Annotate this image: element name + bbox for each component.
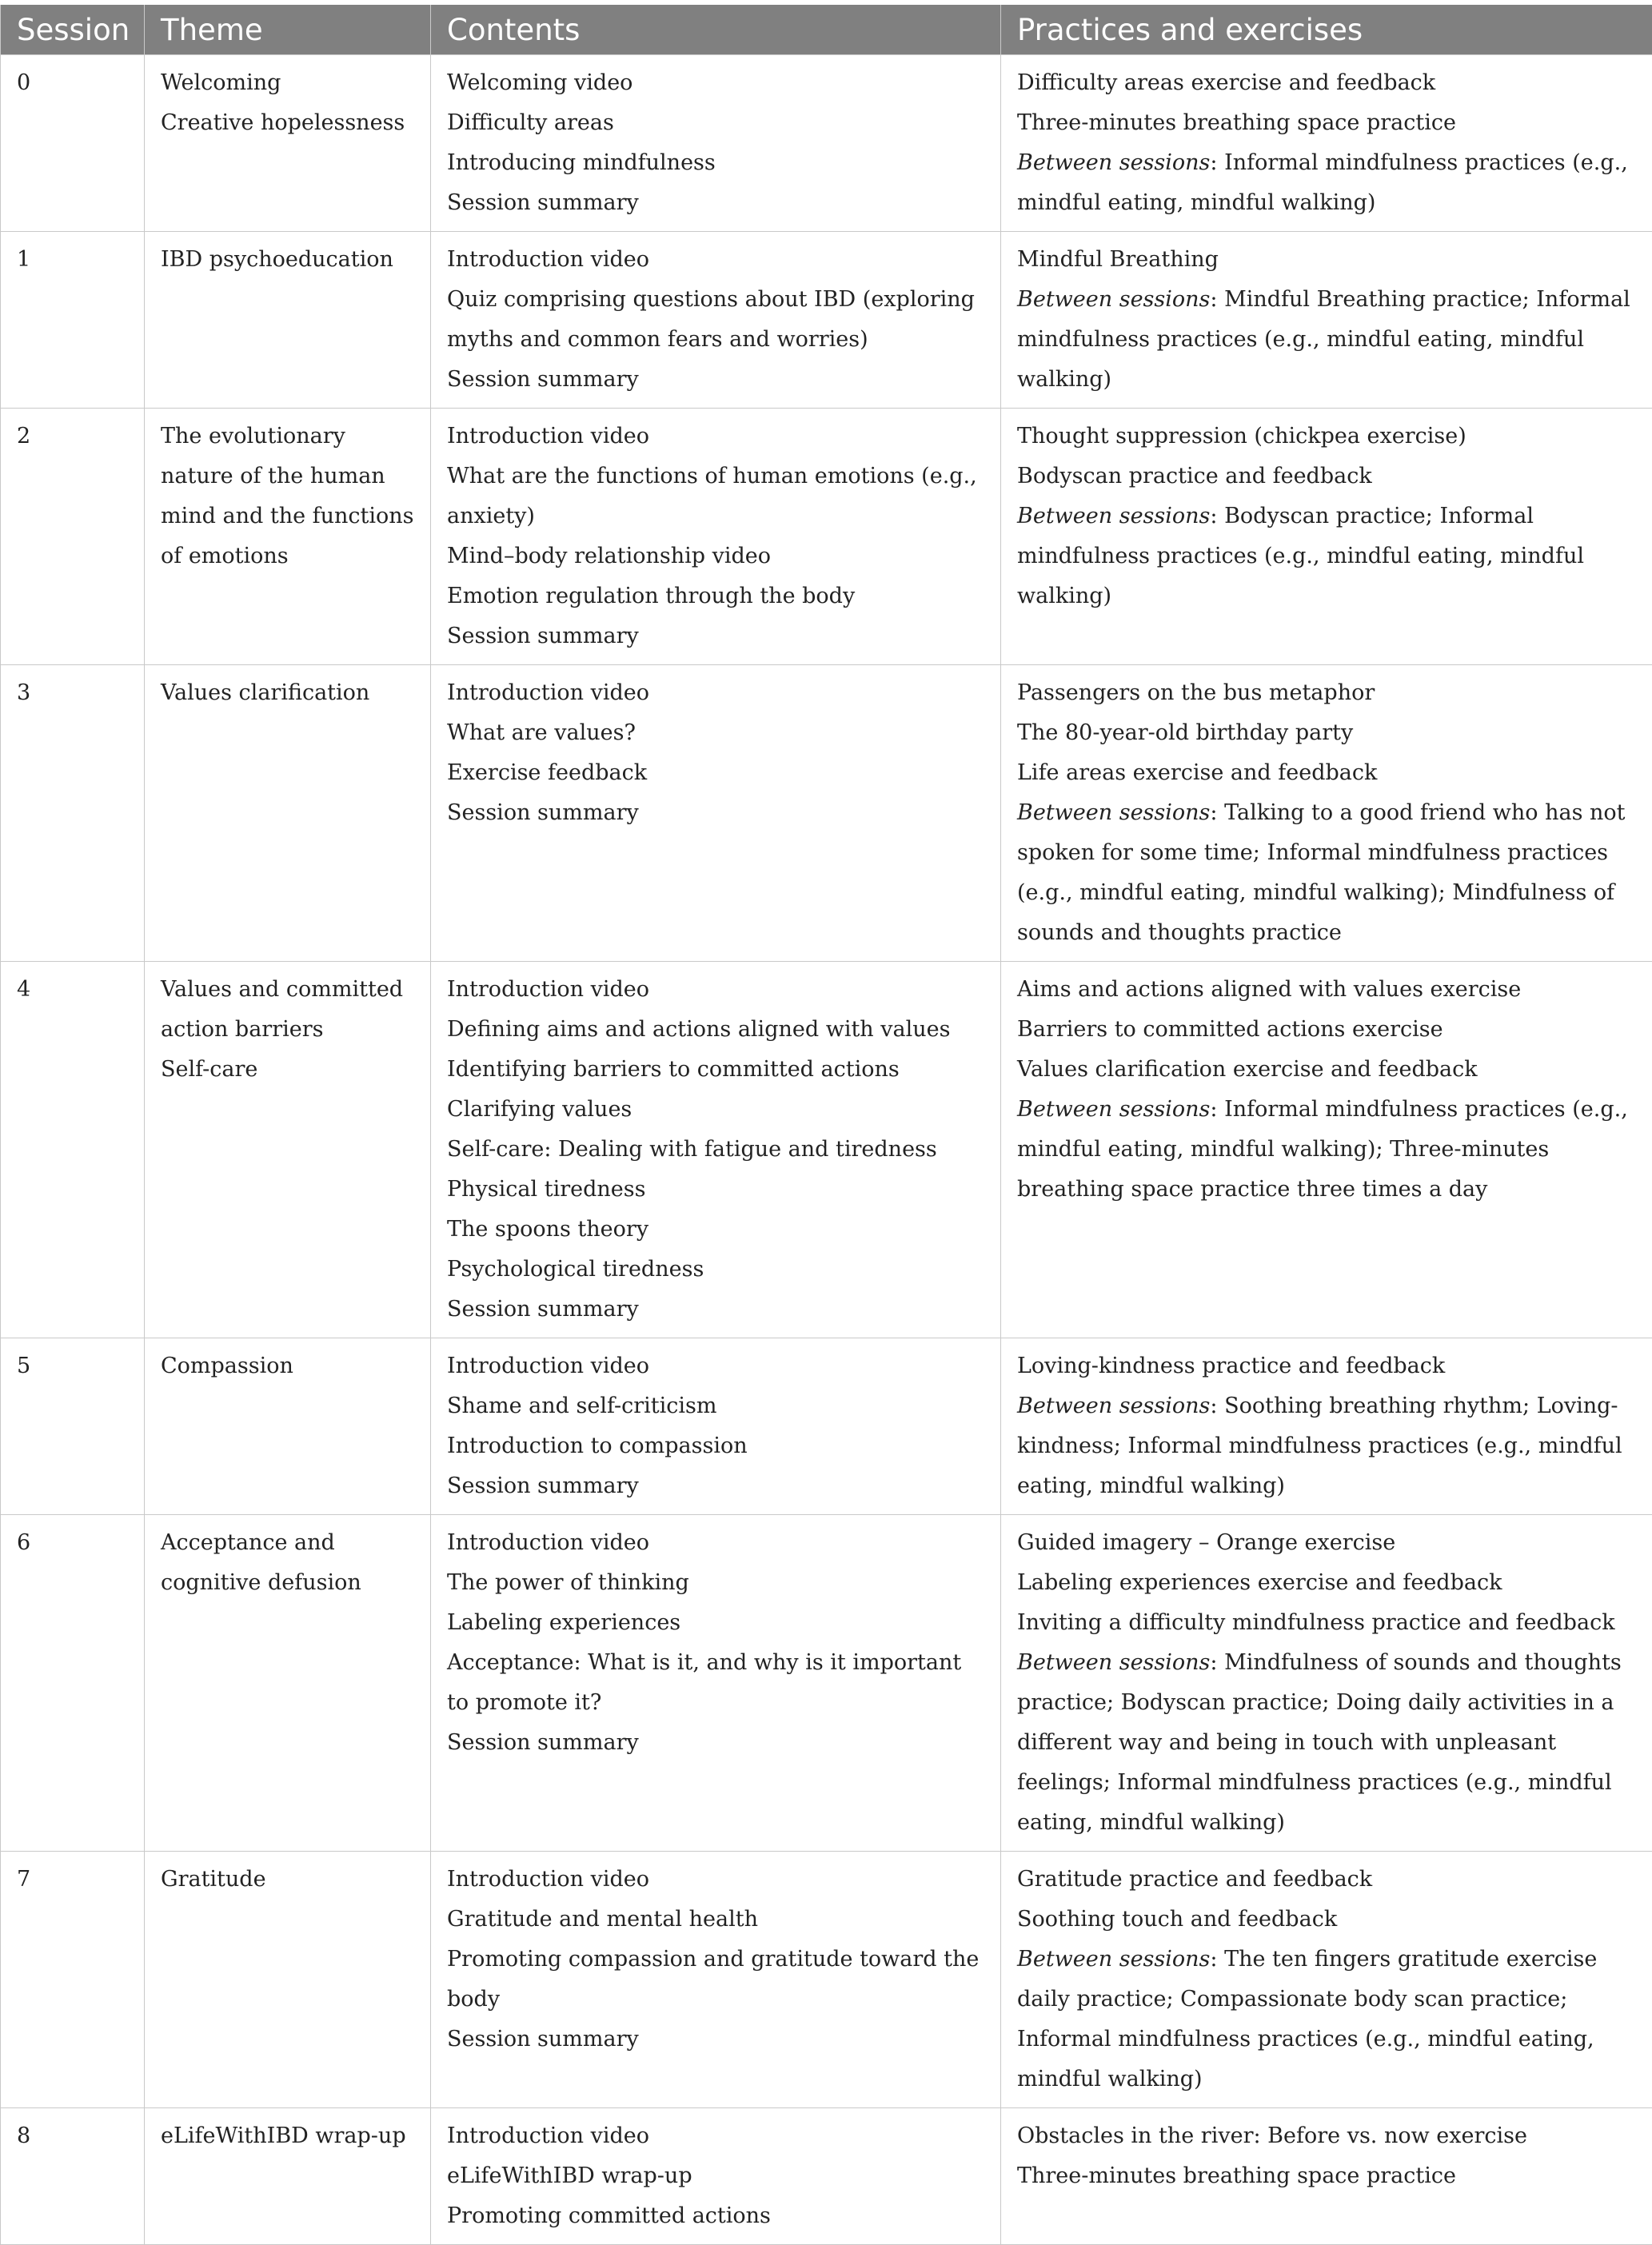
between-sessions-text: : Informal mindfulness practices (e.g., mindful eating, mindful walking); Three-minutes breathing space practice three times a day [1017, 1097, 1628, 1202]
content-item: Promoting committed actions [447, 2196, 988, 2236]
content-item: Session summary [447, 1290, 988, 1330]
between-sessions-text: : Soothing breathing rhythm; Loving-kindness; Informal mindfulness practices (e.g., mindful eating, mindful walking) [1017, 1394, 1622, 1498]
theme-line: Values clarification [161, 673, 417, 713]
header-session: Session [1, 5, 145, 55]
between-sessions-text: : Bodyscan practice; Informal mindfulness practices (e.g., mindful eating, mindful walking) [1017, 504, 1584, 608]
content-item: What are the functions of human emotions (e.g., anxiety) [447, 457, 988, 536]
content-item: Introduction video [447, 417, 988, 457]
table-header [1, 5, 1652, 55]
practice-item: Barriers to committed actions exercise [1017, 1010, 1639, 1050]
content-item: Acceptance: What is it, and why is it important to promote it? [447, 1643, 988, 1723]
theme-cell [145, 1515, 431, 1852]
theme-cell [145, 2108, 431, 2245]
contents-cell [431, 1515, 1001, 1852]
practice-item: Difficulty areas exercise and feedback [1017, 63, 1639, 103]
content-item: Session summary [447, 1723, 988, 1763]
table-row [1, 409, 1652, 665]
contents-cell [431, 665, 1001, 962]
between-sessions-item [1017, 793, 1639, 953]
content-item: Introducing mindfulness [447, 143, 988, 183]
practices-cell [1001, 1852, 1652, 2108]
between-sessions-label: Between sessions [1017, 800, 1210, 825]
contents-cell [431, 55, 1001, 232]
content-item: Introduction video [447, 970, 988, 1010]
theme-cell [145, 1852, 431, 2108]
contents-cell [431, 1338, 1001, 1515]
content-item: Defining aims and actions aligned with values [447, 1010, 988, 1050]
content-item: Session summary [447, 360, 988, 400]
content-item: Emotion regulation through the body [447, 576, 988, 616]
contents-cell [431, 409, 1001, 665]
between-sessions-label: Between sessions [1017, 1097, 1210, 1122]
content-item: Introduction video [447, 673, 988, 713]
content-item: Welcoming video [447, 63, 988, 103]
content-item: Mind–body relationship video [447, 536, 988, 576]
between-sessions-item [1017, 1643, 1639, 1843]
theme-line: Welcoming [161, 63, 417, 103]
theme-cell [145, 962, 431, 1338]
content-item: Introduction video [447, 240, 988, 280]
between-sessions-text: : Mindfulness of sounds and thoughts practice; Bodyscan practice; Doing daily activities in a different way and being in touch with unpleasant feelings; Informal mindfulness practices (e.g., mindful eating, mindful walking) [1017, 1650, 1622, 1835]
content-item: Identifying barriers to committed actions [447, 1050, 988, 1090]
table-body [1, 55, 1652, 2245]
content-item: Introduction to compassion [447, 1426, 988, 1466]
theme-line: Compassion [161, 1346, 417, 1386]
practice-item: Three-minutes breathing space practice [1017, 103, 1639, 143]
content-item: Introduction video [447, 1860, 988, 1900]
practice-item: Three-minutes breathing space practice [1017, 2156, 1639, 2196]
theme-cell [145, 232, 431, 409]
session-cell: 4 [1, 962, 145, 1338]
content-item: Session summary [447, 793, 988, 833]
table-row [1, 232, 1652, 409]
session-cell: 5 [1, 1338, 145, 1515]
between-sessions-item [1017, 143, 1639, 223]
between-sessions-text: : The ten fingers gratitude exercise daily practice; Compassionate body scan practice; Informal mindfulness practices (e.g., mindful eating, mindful walking) [1017, 1947, 1597, 2091]
theme-cell [145, 665, 431, 962]
contents-cell [431, 232, 1001, 409]
between-sessions-item [1017, 1090, 1639, 1210]
table-row [1, 962, 1652, 1338]
practices-cell [1001, 409, 1652, 665]
content-item: Session summary [447, 183, 988, 223]
session-cell: 8 [1, 2108, 145, 2245]
between-sessions-label: Between sessions [1017, 504, 1210, 528]
content-item: Introduction video [447, 2116, 988, 2156]
between-sessions-label: Between sessions [1017, 1650, 1210, 1675]
between-sessions-label: Between sessions [1017, 150, 1210, 175]
session-cell: 7 [1, 1852, 145, 2108]
content-item: The power of thinking [447, 1563, 988, 1603]
session-cell: 2 [1, 409, 145, 665]
content-item: Psychological tiredness [447, 1250, 988, 1290]
practice-item: Thought suppression (chickpea exercise) [1017, 417, 1639, 457]
practice-item: Aims and actions aligned with values exercise [1017, 970, 1639, 1010]
content-item: Promoting compassion and gratitude toward the body [447, 1940, 988, 2020]
header-row [1, 5, 1652, 55]
theme-cell [145, 409, 431, 665]
practices-cell [1001, 55, 1652, 232]
table-row [1, 1515, 1652, 1852]
practices-cell [1001, 2108, 1652, 2245]
table-row [1, 55, 1652, 232]
practice-item: Guided imagery – Orange exercise [1017, 1523, 1639, 1563]
practices-cell [1001, 232, 1652, 409]
content-item: Quiz comprising questions about IBD (exploring myths and common fears and worries) [447, 280, 988, 360]
theme-line: IBD psychoeducation [161, 240, 417, 280]
contents-cell [431, 2108, 1001, 2245]
content-item: Introduction video [447, 1523, 988, 1563]
content-item: What are values? [447, 713, 988, 753]
between-sessions-label: Between sessions [1017, 287, 1210, 312]
practice-item: Mindful Breathing [1017, 240, 1639, 280]
content-item: Clarifying values [447, 1090, 988, 1130]
practice-item: Inviting a difficulty mindfulness practice and feedback [1017, 1603, 1639, 1643]
content-item: Shame and self-criticism [447, 1386, 988, 1426]
sessions-table [0, 5, 1652, 2245]
table-row [1, 2108, 1652, 2245]
theme-line: Acceptance and cognitive defusion [161, 1523, 417, 1603]
theme-line: Gratitude [161, 1860, 417, 1900]
content-item: Gratitude and mental health [447, 1900, 988, 1940]
practice-item: Soothing touch and feedback [1017, 1900, 1639, 1940]
content-item: Exercise feedback [447, 753, 988, 793]
content-item: Session summary [447, 616, 988, 656]
content-item: Session summary [447, 1466, 988, 1506]
practices-cell [1001, 1515, 1652, 1852]
table-row [1, 1852, 1652, 2108]
theme-line: Creative hopelessness [161, 103, 417, 143]
table-row [1, 665, 1652, 962]
between-sessions-label: Between sessions [1017, 1394, 1210, 1418]
content-item: Self-care: Dealing with fatigue and tiredness [447, 1130, 988, 1170]
session-cell: 0 [1, 55, 145, 232]
between-sessions-item [1017, 1940, 1639, 2099]
practices-cell [1001, 1338, 1652, 1515]
practice-item: Obstacles in the river: Before vs. now exercise [1017, 2116, 1639, 2156]
contents-cell [431, 1852, 1001, 2108]
between-sessions-item [1017, 1386, 1639, 1506]
session-cell: 1 [1, 232, 145, 409]
between-sessions-item [1017, 280, 1639, 400]
header-theme: Theme [145, 5, 431, 55]
content-item: Labeling experiences [447, 1603, 988, 1643]
between-sessions-item [1017, 496, 1639, 616]
content-item: Difficulty areas [447, 103, 988, 143]
content-item: Session summary [447, 2020, 988, 2060]
session-cell: 3 [1, 665, 145, 962]
theme-cell [145, 55, 431, 232]
session-cell: 6 [1, 1515, 145, 1852]
content-item: The spoons theory [447, 1210, 988, 1250]
between-sessions-text: : Mindful Breathing practice; Informal mindfulness practices (e.g., mindful eating, mindful walking) [1017, 287, 1630, 392]
practice-item: Gratitude practice and feedback [1017, 1860, 1639, 1900]
contents-cell [431, 962, 1001, 1338]
practice-item: Labeling experiences exercise and feedback [1017, 1563, 1639, 1603]
practice-item: Loving-kindness practice and feedback [1017, 1346, 1639, 1386]
between-sessions-label: Between sessions [1017, 1947, 1210, 1972]
practices-cell [1001, 665, 1652, 962]
between-sessions-text: : Informal mindfulness practices (e.g., mindful eating, mindful walking) [1017, 150, 1628, 215]
table-row [1, 1338, 1652, 1515]
practices-cell [1001, 962, 1652, 1338]
theme-line: eLifeWithIBD wrap-up [161, 2116, 417, 2156]
practice-item: Values clarification exercise and feedback [1017, 1050, 1639, 1090]
theme-cell [145, 1338, 431, 1515]
header-practices: Practices and exercises [1001, 5, 1652, 55]
content-item: eLifeWithIBD wrap-up [447, 2156, 988, 2196]
content-item: Physical tiredness [447, 1170, 988, 1210]
theme-line: The evolutionary nature of the human mind and the functions of emotions [161, 417, 417, 576]
practice-item: The 80-year-old birthday party [1017, 713, 1639, 753]
content-item: Introduction video [447, 1346, 988, 1386]
practice-item: Bodyscan practice and feedback [1017, 457, 1639, 496]
practice-item: Life areas exercise and feedback [1017, 753, 1639, 793]
theme-line: Self-care [161, 1050, 417, 1090]
between-sessions-text: : Talking to a good friend who has not spoken for some time; Informal mindfulness practices (e.g., mindful eating, mindful walking); Mindfulness of sounds and thoughts practice [1017, 800, 1626, 945]
theme-line: Values and committed action barriers [161, 970, 417, 1050]
practice-item: Passengers on the bus metaphor [1017, 673, 1639, 713]
header-contents: Contents [431, 5, 1001, 55]
